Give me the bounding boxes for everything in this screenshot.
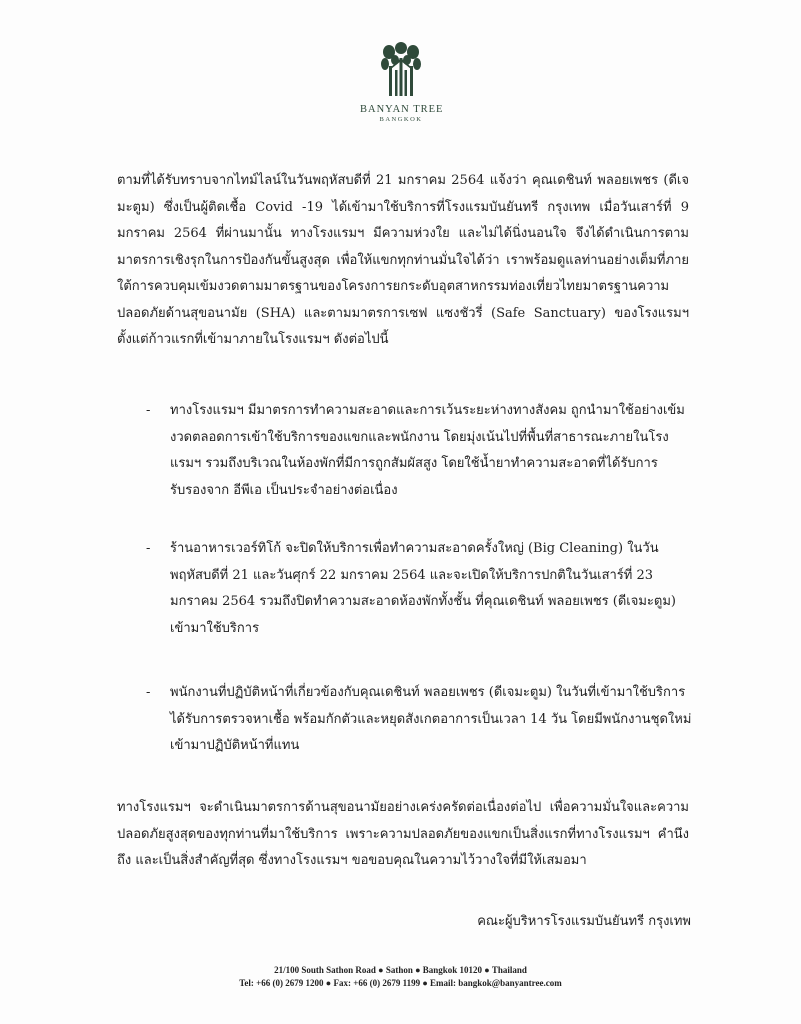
list-item-text: พนักงานที่ปฏิบัติหน้าที่เกี่ยวข้องกับคุณเดชินท์ พลอยเพชร (ดีเจมะตูม) ในวันที่เข้ามาใช้บริการ ได้รับการตรวจหาเชื้อ พร้อมกักตัวและหยุดสังเกตอาการเป็นเวลา 14 วัน โดยมีพนักงานชุดใหม่เข้ามาปฏิบัติหน้าที่แทน bbox=[170, 685, 692, 753]
measure-list-3 bbox=[120, 680, 692, 760]
list-item-text: ร้านอาหารเวอร์ทิโก้ จะปิดให้บริการเพื่อทำความสะอาดครั้งใหญ่ (Big Cleaning) ในวันพฤหัสบดีที่ 21 และวันศุกร์ 22 มกราคม 2564 และจะเปิดให้บริการปกติในวันเสาร์ที่ 23 มกราคม 2564 รวมถึงปิดทำความสะอาดห้องพักทั้งชั้น ที่คุณเดชินท์ พลอยเพชร (ดีเจมะตูม) เข้ามาใช้บริการ bbox=[170, 541, 676, 636]
brand-name: BANYAN TREE bbox=[360, 104, 444, 115]
brand-city: BANGKOK bbox=[379, 116, 423, 123]
footer-contact: Tel: +66 (0) 2679 1200 ● Fax: +66 (0) 2679 1199 ● Email: bangkok@banyantree.com bbox=[239, 978, 562, 988]
bullet-dash: - bbox=[146, 541, 151, 556]
footer-address: 21/100 South Sathon Road ● Sathon ● Bangkok 10120 ● Thailand bbox=[274, 965, 527, 975]
list-item bbox=[120, 680, 692, 760]
list-item-text: ทางโรงแรมฯ มีมาตรการทำความสะอาดและการเว้นระยะห่างทางสังคม ถูกนำมาใช้อย่างเข้มงวดตลอดการเข้าใช้บริการของแขกและพนักงาน โดยมุ่งเน้นไปที่พื้นที่สาธารณะภายในโรงแรมฯ รวมถึงบริเวณในห้องพักที่มีการถูกสัมผัสสูง โดยใช้น้ำยาทำความสะอาดที่ได้รับการรับรองจาก อีพีเอ เป็นประจำอย่างต่อเนื่อง bbox=[170, 403, 685, 498]
measure-list-2 bbox=[120, 536, 692, 642]
intro-paragraph: ตามที่ได้รับทราบจากไทม์ไลน์ในวันพฤหัสบดีที่ 21 มกราคม 2564 แจ้งว่า คุณเดชินท์ พลอยเพชร (ดีเจมะตูม) ซึ่งเป็นผู้ติดเชื้อ Covid -19 ได้เข้ามาใช้บริการที่โรงแรมบันยันทรี กรุงเทพ เมื่อวันเสาร์ที่ 9 มกราคม 2564 ที่ผ่านมานั้น ทางโรงแรมฯ มีความห่วงใย และไม่ได้นิ่งนอนใจ จึงได้ดำเนินการตามมาตรการเชิงรุกในการป้องกันขั้นสูงสุด เพื่อให้แขกทุกท่านมั่นใจได้ว่า เราพร้อมดูแลท่านอย่างเต็มที่ภายใต้การควบคุมเข้มงวดตามมาตรฐานของโครงการยกระดับอุตสาหกรรมท่องเที่ยวไทยมาตรฐานความปลอดภัยด้านสุขอนามัย (SHA) และตามมาตรการเซฟ แซงชัวรี่ (Safe Sanctuary) ของโรงแรมฯ ตั้งแต่ก้าวแรกที่เข้ามาภายในโรงแรมฯ ดังต่อไปนี้ bbox=[117, 173, 689, 347]
list-item bbox=[120, 536, 692, 642]
bullet-dash: - bbox=[146, 403, 151, 418]
bullet-dash: - bbox=[146, 685, 151, 700]
signature: คณะผู้บริหารโรงแรมบันยันทรี กรุงเทพ bbox=[477, 914, 691, 929]
banyan-tree-icon bbox=[380, 42, 422, 98]
measure-list-1 bbox=[120, 398, 692, 504]
closing-paragraph: ทางโรงแรมฯ จะดำเนินมาตรการด้านสุขอนามัยอย่างเคร่งครัดต่อเนื่องต่อไป เพื่อความมั่นใจและความปลอดภัยสูงสุดของทุกท่านที่มาใช้บริการ เพราะความปลอดภัยของแขกเป็นสิ่งแรกที่ทางโรงแรมฯ คำนึงถึง และเป็นสิ่งสำคัญที่สุด ซึ่งทางโรงแรมฯ ขอขอบคุณในความไว้วางใจที่มีให้เสมอมา bbox=[117, 800, 689, 868]
banyan-tree-logo bbox=[360, 42, 442, 123]
list-item bbox=[120, 398, 692, 504]
